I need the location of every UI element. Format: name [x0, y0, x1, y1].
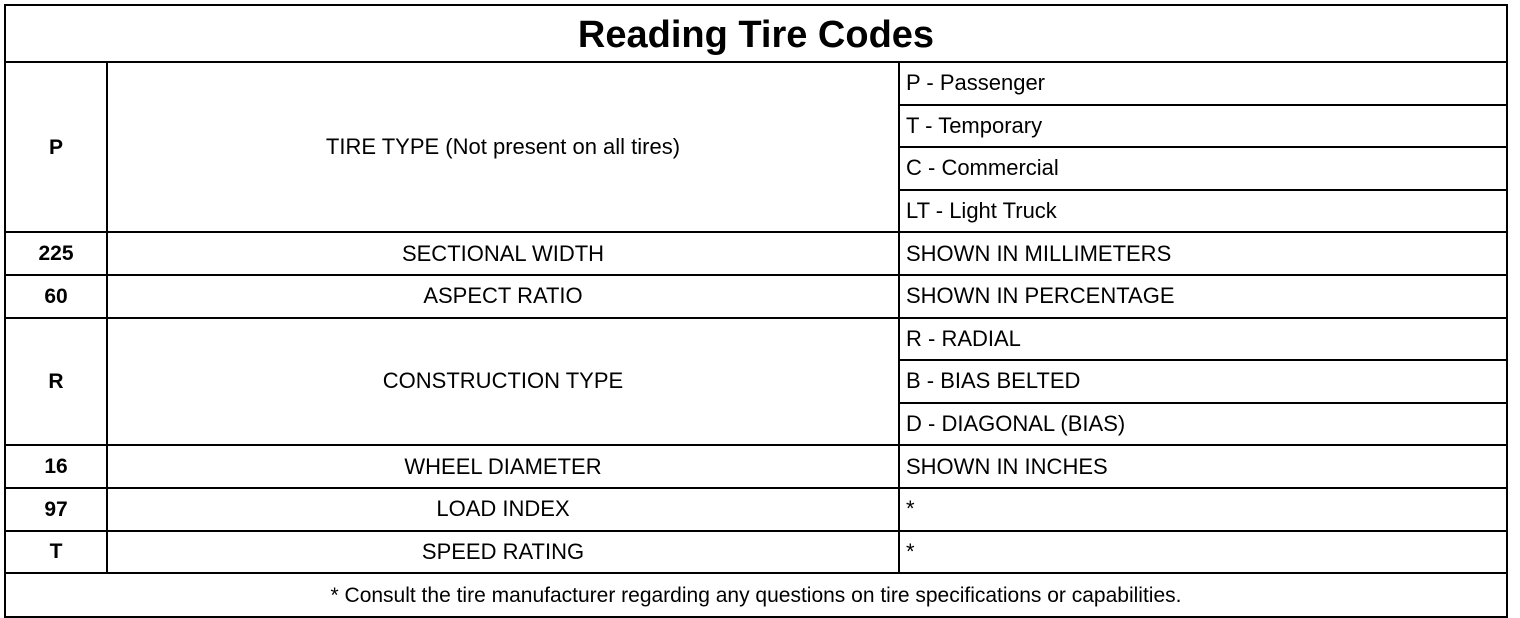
- table-row: [5, 445, 1507, 488]
- code-cell: 16: [5, 445, 107, 488]
- detail-cell: T - Temporary: [899, 105, 1507, 148]
- detail-cell: *: [899, 531, 1507, 574]
- code-cell: P: [5, 62, 107, 232]
- detail-cell: SHOWN IN INCHES: [899, 445, 1507, 488]
- tire-codes-table: [4, 4, 1508, 618]
- detail-cell: D - DIAGONAL (BIAS): [899, 403, 1507, 446]
- description-cell: CONSTRUCTION TYPE: [107, 318, 899, 446]
- detail-cell: SHOWN IN PERCENTAGE: [899, 275, 1507, 318]
- description-cell: SECTIONAL WIDTH: [107, 232, 899, 275]
- description-cell: LOAD INDEX: [107, 488, 899, 531]
- detail-cell: LT - Light Truck: [899, 190, 1507, 233]
- description-cell: SPEED RATING: [107, 531, 899, 574]
- table-row: [5, 488, 1507, 531]
- code-cell: 97: [5, 488, 107, 531]
- description-cell: ASPECT RATIO: [107, 275, 899, 318]
- table-row: [5, 275, 1507, 318]
- table-row: [5, 531, 1507, 574]
- table-row: [5, 62, 1507, 105]
- code-cell: R: [5, 318, 107, 446]
- footer-note: * Consult the tire manufacturer regarding any questions on tire specifications or capabilities.: [5, 573, 1507, 617]
- code-cell: T: [5, 531, 107, 574]
- detail-cell: B - BIAS BELTED: [899, 360, 1507, 403]
- detail-cell: SHOWN IN MILLIMETERS: [899, 232, 1507, 275]
- detail-cell: P - Passenger: [899, 62, 1507, 105]
- description-cell: TIRE TYPE (Not present on all tires): [107, 62, 899, 232]
- detail-cell: *: [899, 488, 1507, 531]
- code-cell: 60: [5, 275, 107, 318]
- table-title: Reading Tire Codes: [5, 5, 1507, 62]
- detail-cell: R - RADIAL: [899, 318, 1507, 361]
- detail-cell: C - Commercial: [899, 147, 1507, 190]
- code-cell: 225: [5, 232, 107, 275]
- table-row: [5, 232, 1507, 275]
- table-row: [5, 318, 1507, 361]
- description-cell: WHEEL DIAMETER: [107, 445, 899, 488]
